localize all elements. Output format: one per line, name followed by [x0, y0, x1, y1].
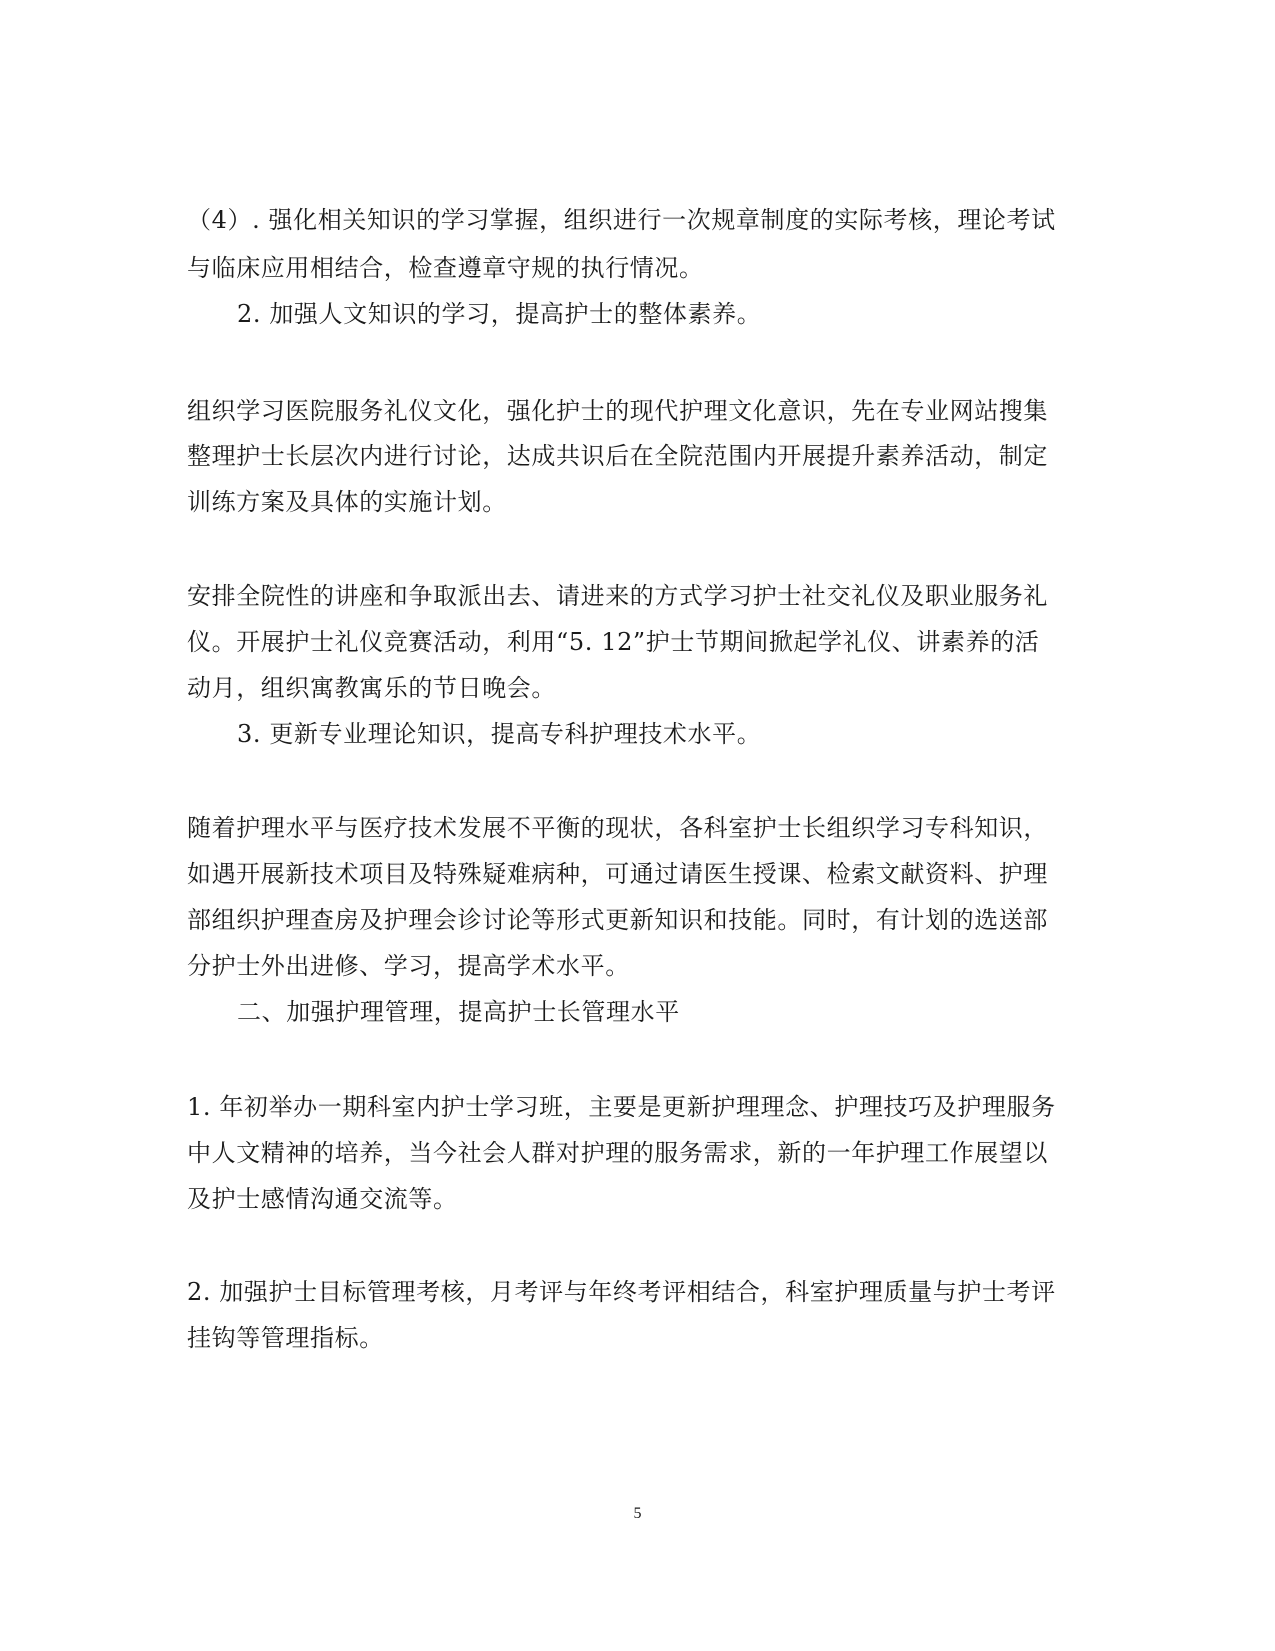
body-text-line: 与临床应用相结合，检查遵章守规的执行情况。: [187, 254, 704, 282]
body-text-line: 中人文精神的培养，当今社会人群对护理的服务需求，新的一年护理工作展望以: [187, 1139, 1048, 1167]
body-text-line: 训练方案及具体的实施计划。: [187, 488, 507, 516]
body-text-line: 2. 加强护士目标管理考核，月考评与年终考评相结合，科室护理质量与护士考评: [187, 1278, 1056, 1306]
body-text-line: 挂钩等管理指标。: [187, 1324, 384, 1352]
numbered-heading: 2. 加强人文知识的学习，提高护士的整体素养。: [237, 300, 762, 328]
body-text-line: 仪。开展护士礼仪竞赛活动，利用“5. 12”护士节期间掀起学礼仪、讲素养的活: [187, 628, 1040, 656]
page-number: 5: [633, 1505, 642, 1522]
body-text-line: 整理护士长层次内进行讨论，达成共识后在全院范围内开展提升素养活动，制定: [187, 442, 1048, 470]
numbered-heading: 3. 更新专业理论知识，提高专科护理技术水平。: [237, 720, 762, 748]
body-text-line: 组织学习医院服务礼仪文化，强化护士的现代护理文化意识，先在专业网站搜集: [187, 397, 1048, 425]
section-heading: 二、加强护理管理，提高护士长管理水平: [237, 998, 680, 1026]
body-text-line: 1. 年初举办一期科室内护士学习班，主要是更新护理理念、护理技巧及护理服务: [187, 1093, 1056, 1121]
body-text-line: 部组织护理查房及护理会诊讨论等形式更新知识和技能。同时，有计划的选送部: [187, 906, 1048, 934]
body-text-line: 及护士感情沟通交流等。: [187, 1185, 458, 1213]
body-text-line: 动月，组织寓教寓乐的节日晚会。: [187, 674, 556, 702]
body-text-line: 安排全院性的讲座和争取派出去、请进来的方式学习护士社交礼仪及职业服务礼: [187, 582, 1048, 610]
body-text-line: 随着护理水平与医疗技术发展不平衡的现状，各科室护士长组织学习专科知识，: [187, 814, 1048, 842]
body-text-line: 如遇开展新技术项目及特殊疑难病种，可通过请医生授课、检索文献资料、护理: [187, 860, 1048, 888]
body-text-line: 分护士外出进修、学习，提高学术水平。: [187, 952, 630, 980]
body-text-line: （4）. 强化相关知识的学习掌握，组织进行一次规章制度的实际考核，理论考试: [187, 206, 1056, 234]
